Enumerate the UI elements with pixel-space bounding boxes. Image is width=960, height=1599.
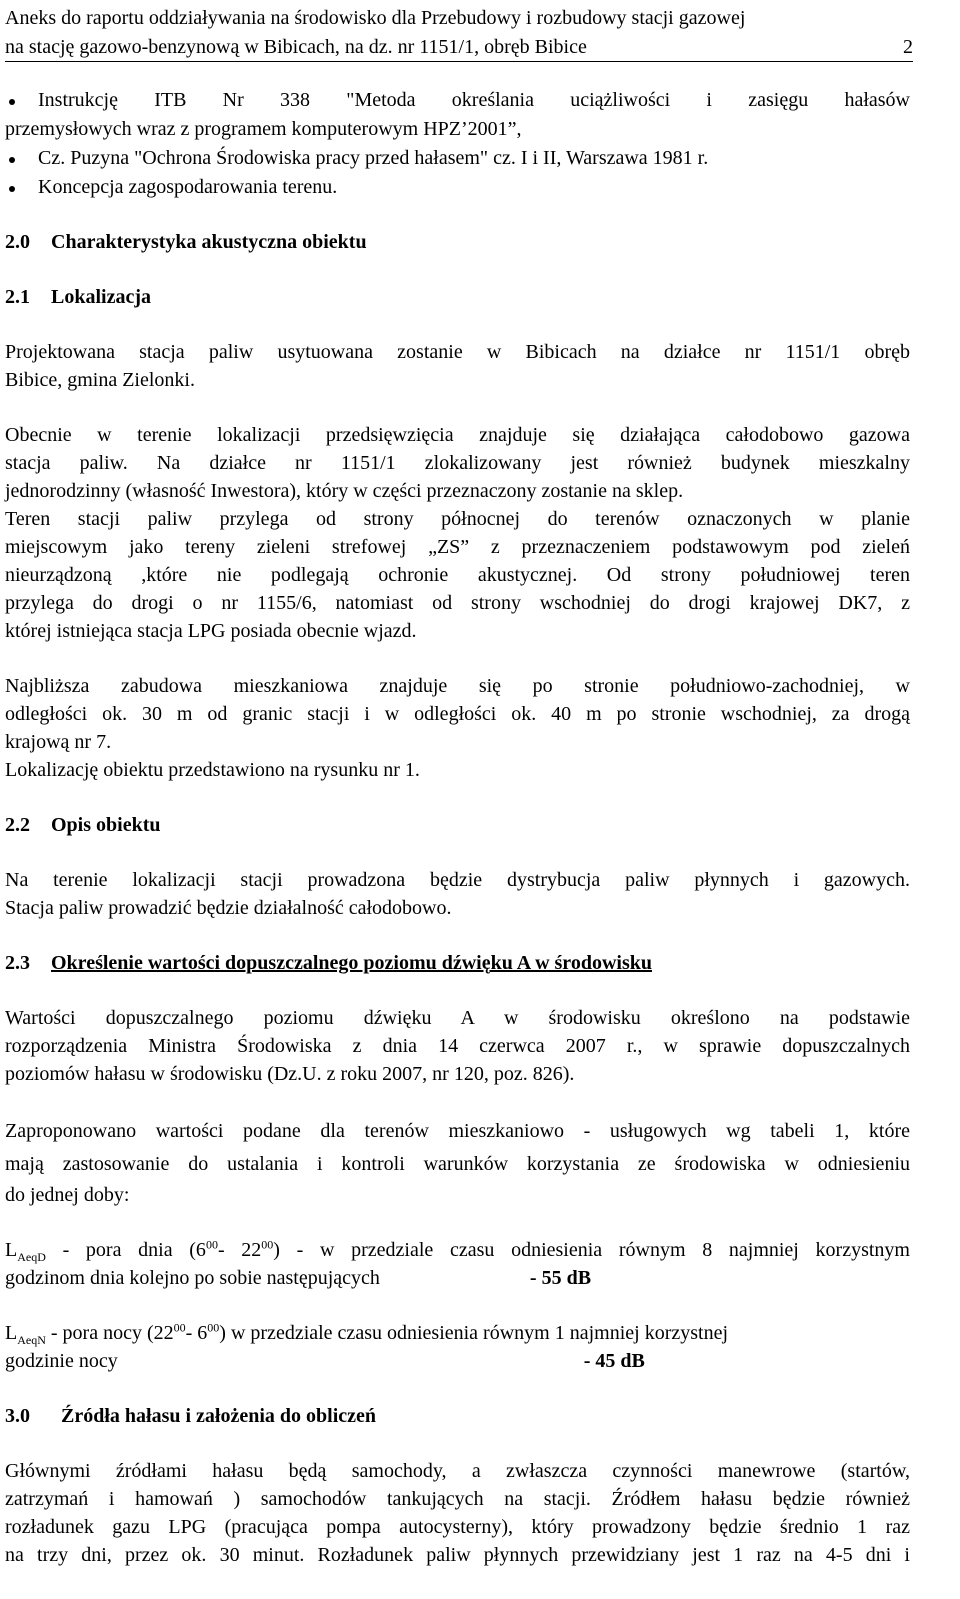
header-title-line1: Aneks do raportu oddziaływania na środowisko dla Przebudowy i rozbudowy stacji gazowej (5, 7, 746, 29)
paragraph-line: Bibice, gmina Zielonki. (5, 369, 195, 391)
page-header (5, 4, 913, 62)
paragraph-line: zatrzymań i hamowań ) samochodów tankujących na stacji. Źródłem hałasu będzie również (5, 1488, 910, 1510)
page-number: 2 (903, 36, 913, 58)
bullet-item: Koncepcja zagospodarowania terenu. (5, 173, 910, 202)
paragraph-line: stacja paliw. Na działce nr 1151/1 zlokalizowany jest również budynek mieszkalny (5, 452, 910, 474)
paragraph-line: miejscowym jako tereny zieleni strefowej „ZS” z przeznaczeniem podstawowym pod zieleń (5, 536, 910, 558)
paragraph-line: Lokalizację obiektu przedstawiono na rysunku nr 1. (5, 759, 420, 781)
bullet-item: Cz. Puzyna "Ochrona Środowiska pracy przed hałasem" cz. I i II, Warszawa 1981 r. (5, 144, 910, 173)
bullet-item: Instrukcję ITB Nr 338 "Metoda określania uciążliwości i zasięgu hałasów (5, 86, 910, 115)
paragraph-line: poziomów hałasu w środowisku (Dz.U. z roku 2007, nr 120, poz. 826). (5, 1063, 575, 1085)
laeqd-definition: $L_{AeqD}$ - pora dnia ($6^{00}-$ $22^{00}$) - w przedziale czasu odniesienia równym 8 najmniej korzystnym (5, 1237, 910, 1264)
laeqd-definition-line2: godzinom dnia kolejno po sobie następujących - 55 dB (5, 1267, 592, 1289)
section-heading: 2.1 Lokalizacja (5, 286, 151, 308)
paragraph-line: rozładunek gazu LPG (pracująca pompa autocysterny), który prowadzony będzie średnio 1 raz (5, 1516, 910, 1538)
paragraph-line: Najbliższa zabudowa mieszkaniowa znajduje się po stronie południowo-zachodniej, w (5, 675, 910, 697)
bullet-dot (9, 157, 15, 163)
bullet-dot (9, 99, 15, 105)
laeqn-definition-line2: godzinie nocy - 45 dB (5, 1350, 645, 1372)
paragraph-line: do jednej doby: (5, 1184, 130, 1206)
laeqn-value: - 45 dB (583, 1350, 645, 1372)
paragraph-line: jednorodzinny (własność Inwestora), który w części przeznaczony zostanie na sklep. (5, 480, 684, 502)
section-heading: 2.0 Charakterystyka akustyczna obiektu (5, 231, 367, 253)
paragraph-line: Zaproponowano wartości podane dla terenów mieszkaniowo - usługowych wg tabeli 1, które (5, 1120, 910, 1142)
paragraph-line: rozporządzenia Ministra Środowiska z dnia 14 czerwca 2007 r., w sprawie dopuszczalnych (5, 1035, 910, 1057)
paragraph-line: Na terenie lokalizacji stacji prowadzona będzie dystrybucja paliw płynnych i gazowych. (5, 869, 910, 891)
bullet-item-continuation: przemysłowych wraz z programem komputerowym HPZ’2001”, (5, 118, 522, 140)
paragraph-line: odległości ok. 30 m od granic stacji i w odległości ok. 40 m po stronie wschodniej, za drogą (5, 703, 910, 725)
paragraph-line: Stacja paliw prowadzić będzie działalność całodobowo. (5, 897, 452, 919)
paragraph-line: mają zastosowanie do ustalania i kontroli warunków korzystania ze środowiska w odniesieniu (5, 1153, 910, 1175)
paragraph-line: Głównymi źródłami hałasu będą samochody, a zwłaszcza czynności manewrowe (startów, (5, 1460, 910, 1482)
paragraph-line: krajową nr 7. (5, 731, 112, 753)
paragraph-line: której istniejąca stacja LPG posiada obecnie wjazd. (5, 620, 417, 642)
paragraph-line: na trzy dni, przez ok. 30 minut. Rozładunek paliw płynnych przewidziany jest 1 raz na 4-5 dni i (5, 1544, 910, 1566)
section-heading: 2.3 Określenie wartości dopuszczalnego poziomu dźwięku A w środowisku (5, 952, 652, 974)
laeqn-definition: $L_{AeqN}$ - pora nocy ($22^{00}-$ $6^{00}$) w przedziale czasu odniesienia równym 1 najmniej korzystnej (5, 1320, 729, 1347)
section-heading: 2.2 Opis obiektu (5, 814, 161, 836)
header-rule (5, 61, 913, 62)
paragraph-line: przylega do drogi o nr 1155/6, natomiast od strony wschodniej do drogi krajowej DK7, z (5, 592, 910, 614)
paragraph-line: nieurządzoną ,które nie podlegają ochronie akustycznej. Od strony południowej teren (5, 564, 910, 586)
paragraph-line: Projektowana stacja paliw usytuowana zostanie w Bibicach na działce nr 1151/1 obręb (5, 341, 910, 363)
paragraph-line: Obecnie w terenie lokalizacji przedsięwzięcia znajduje się działająca całodobowo gazowa (5, 424, 910, 446)
laeqd-value: - 55 dB (529, 1267, 592, 1289)
paragraph-line: Teren stacji paliw przylega od strony północnej do terenów oznaczonych w planie (5, 508, 910, 530)
bullet-dot (9, 186, 15, 192)
paragraph-line: Wartości dopuszczalnego poziomu dźwięku A w środowisku określono na podstawie (5, 1007, 910, 1029)
header-title-line2: na stację gazowo-benzynową w Bibicach, na dz. nr 1151/1, obręb Bibice (5, 36, 587, 58)
section-heading: 3.0 Źródła hałasu i założenia do obliczeń (5, 1405, 377, 1427)
